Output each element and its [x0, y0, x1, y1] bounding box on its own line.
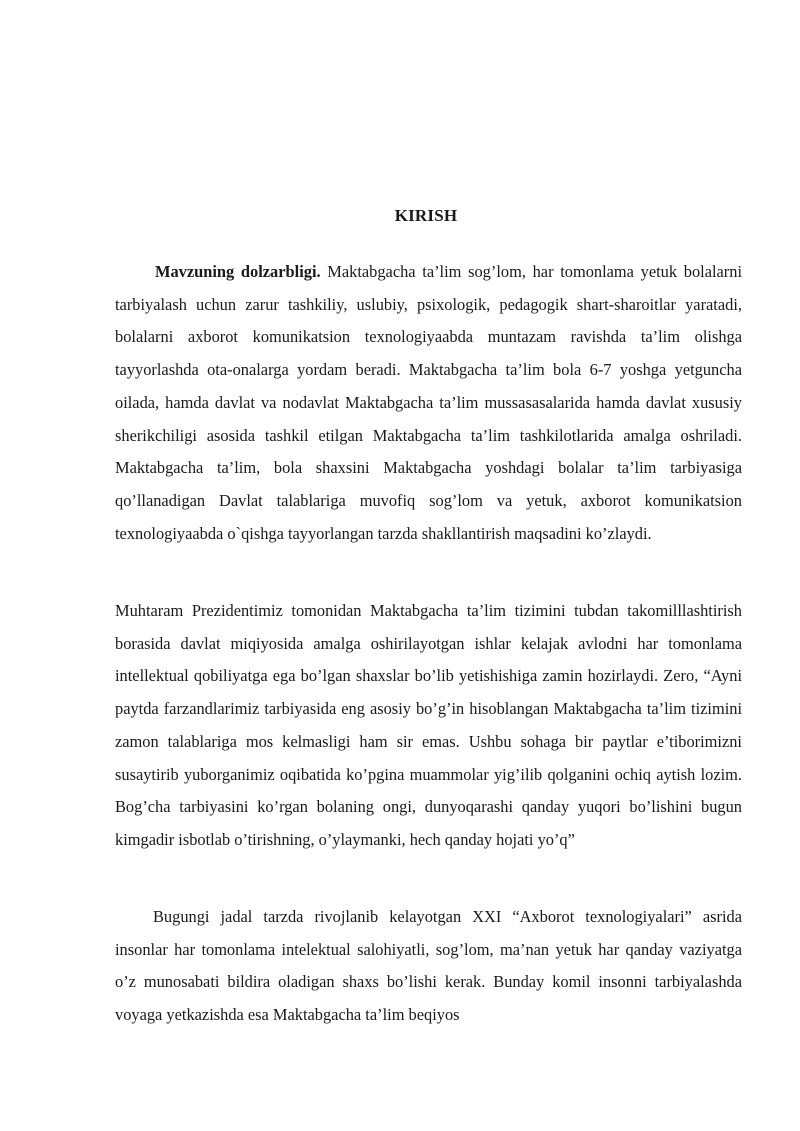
paragraph-president: Muhtaram Prezidentimiz tomonidan Maktabgacha ta’lim tizimini tubdan takomilllashtirish borasida davlat miqiyosida amalga oshirilayotgan ishlar kelajak avlodni har tomonlama intellektual qobiliyatga ega bo’lgan shaxslar bo’lib yetishishiga zamin hozirlaydi. Zero, “Ayni paytda farzandlarimiz tarbiyasida eng asosiy bo’g’in hisoblangan Maktabgacha ta’lim tizimini zamon talablariga mos kelmasligi ham sir emas. Ushbu sohaga bir paytlar e’tiborimizni susaytirib yuborganimiz oqibatida ko’pgina muammolar yig’ilib qolganini ochiq aytish lozim. Bog’cha tarbiyasini ko’rgan bolaning ongi, dunyoqarashi qanday yuqori bo’lishini bugun kimgadir isbotlab o’tirishning, o’ylaymanki, hech qanday hojati yo’q” — [115, 601, 742, 849]
paragraph-lead: Mavzuning dolzarbligi. — [155, 262, 321, 281]
paragraph-relevance — [115, 256, 742, 550]
section-heading: KIRISH — [394, 206, 458, 225]
paragraph-modern-era: Bugungi jadal tarzda rivojlanib kelayotgan XXI “Axborot texnologiyalari” asrida insonlar har tomonlama intelektual salohiyatli, sog’lom, ma’nan yetuk har qanday vaziyatga o’z munosabati bildira oladigan shaxs bo’lishi kerak. Bunday komil insonni tarbiyalashda voyaga yetkazishda esa Maktabgacha ta’lim beqiyos — [115, 907, 742, 1025]
paragraph-text: Maktabgacha ta’lim sog’lom, har tomonlama yetuk bolalarni tarbiyalash uchun zarur tashkiliy, uslubiy, psixologik, pedagogik shart-sharoitlar yaratadi, bolalarni axborot komunikatsion texnologiyaabda muntazam ravishda ta’lim olishga tayyorlashda ota-onalarga yordam beradi. Maktabgacha ta’lim bola 6-7 yoshga yetguncha oilada, hamda davlat va nodavlat Maktabgacha ta’lim mussasasalarida hamda davlat xususiy sherikchiligi asosida tashkil etilgan Maktabgacha ta’lim tashkilotlarida amalga oshriladi. Maktabgacha ta’lim, bola shaxsini Maktabgacha yoshdagi bolalar ta’lim tarbiyasiga qo’llanadigan Davlat talablariga muvofiq sog’lom va yetuk, axborot komunikatsion texnologiyaabda o`qishga tayyorlangan tarzda shakllantirish maqsadini ko’zlaydi. — [115, 262, 742, 543]
